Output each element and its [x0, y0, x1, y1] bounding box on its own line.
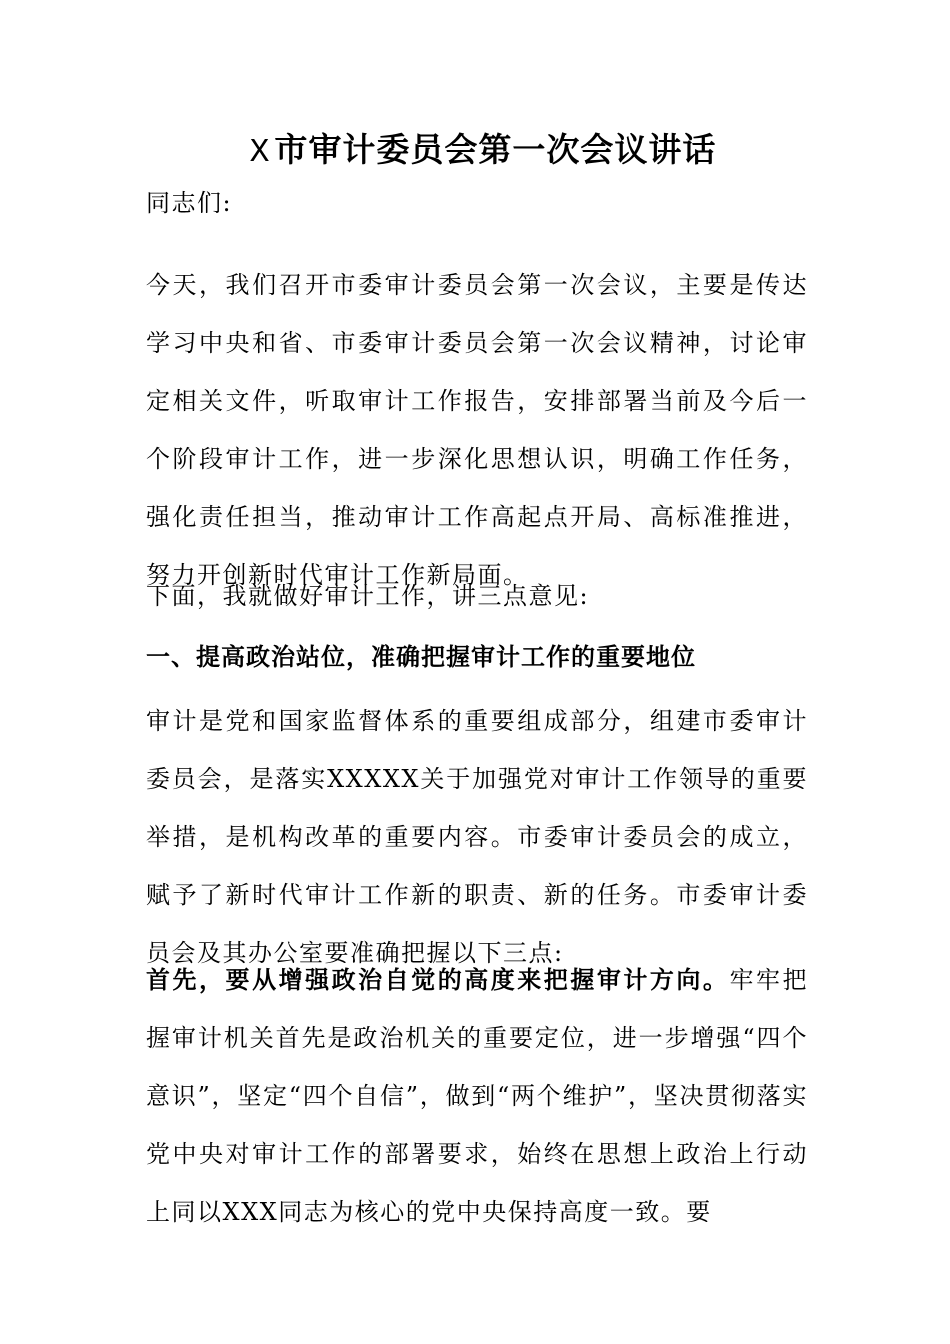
point-1-lead: 首先，要从增强政治自觉的高度来把握审计方向。 [146, 966, 730, 994]
document-title [0, 126, 950, 177]
transition-paragraph: 下面，我就做好审计工作，讲三点意见: [146, 582, 590, 610]
intro-paragraph: 今天，我们召开市委审计委员会第一次会议，主要是传达学习中央和省、市委审计委员会第一次会议精神，讨论审定相关文件，听取审计工作报告，安排部署当前及今后一个阶段审计工作，进一步深化思想认识，明确工作任务，强化责任担当，推动审计工作高起点开局、高标准推进，努力开创新时代审计工作新局面。 [146, 271, 808, 589]
title-lead: X [249, 134, 271, 171]
point-1-paragraph [146, 951, 808, 1241]
section-heading-1: 一、提高政治站位，准确把握审计工作的重要地位 [146, 643, 696, 671]
section-1-paragraph: 审计是党和国家监督体系的重要组成部分，组建市委审计委员会，是落实XXXXX关于加强党对审计工作领导的重要举措，是机构改革的重要内容。市委审计委员会的成立，赋予了新时代审计工作新的职责、新的任务。市委审计委员会及其办公室要准确把握以下三点: [146, 707, 808, 967]
title-text: 市审计委员会第一次会议讲话 [274, 130, 717, 169]
point-1-text: 牢牢把握审计机关首先是政治机关的重要定位，进一步增强“四个意识”，坚定“四个自信”，做到“两个维护”，坚决贯彻落实党中央对审计工作的部署要求，始终在思想上政治上行动上同以XXX同志为核心的党中央保持高度一致。要 [146, 966, 809, 1226]
salutation: 同志们: [146, 189, 233, 217]
